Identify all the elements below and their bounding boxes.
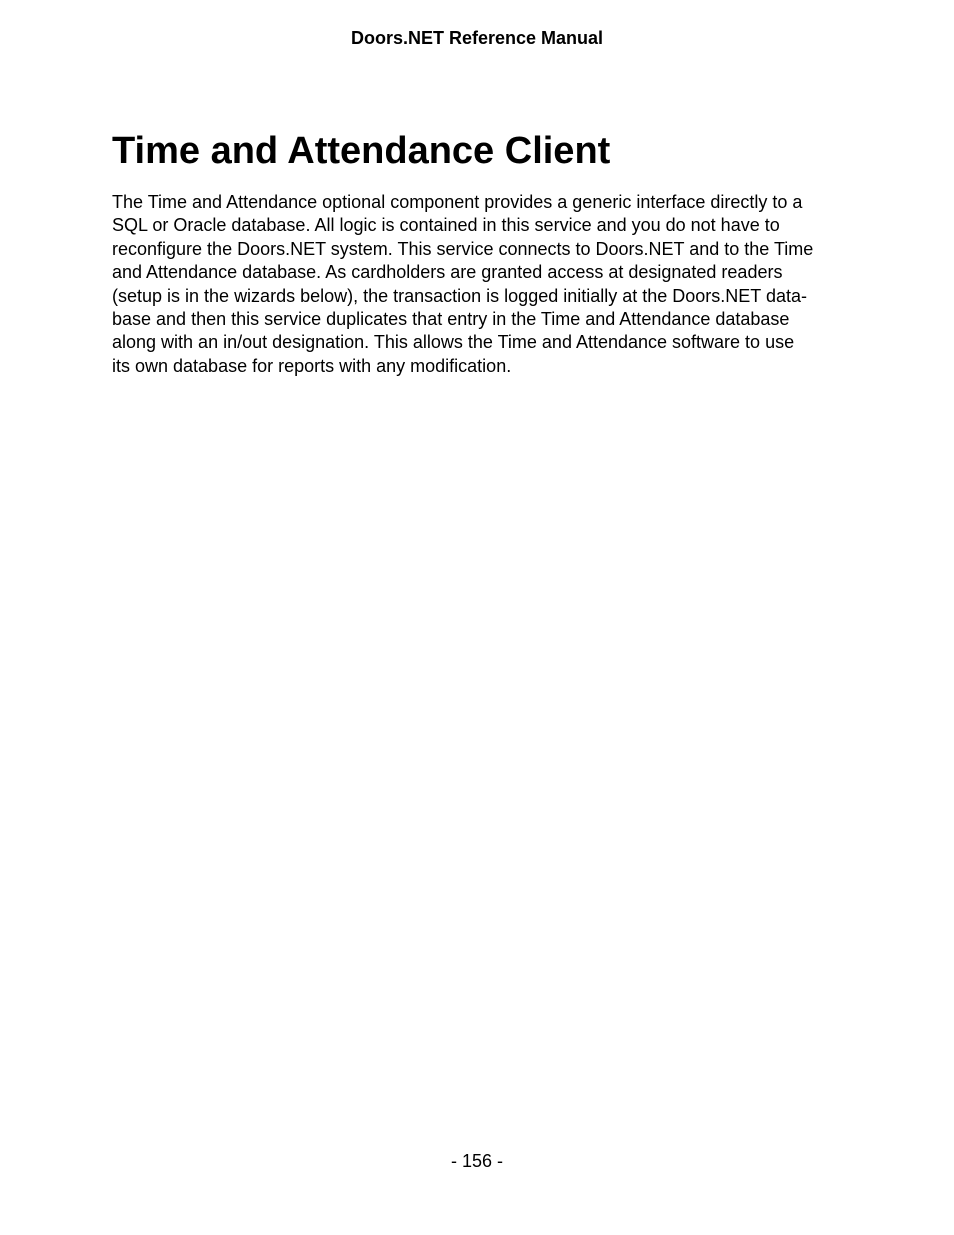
paragraph-line: reconfigure the Doors.NET system. This service connects to Doors.NET and to the Time: [112, 238, 814, 259]
page-number: - 156 -: [450, 1151, 504, 1171]
running-header: Doors.NET Reference Manual: [350, 28, 604, 48]
paragraph-line: (setup is in the wizards below), the transaction is logged initially at the Doors.NET data-: [112, 285, 808, 306]
paragraph-line: SQL or Oracle database. All logic is contained in this service and you do not have to: [112, 215, 780, 236]
paragraph-line: and Attendance database. As cardholders are granted access at designated readers: [112, 262, 783, 283]
page-title: Time and Attendance Client: [112, 130, 611, 172]
body-paragraph: [112, 191, 852, 378]
paragraph-line: along with an in/out designation. This allows the Time and Attendance software to use: [112, 332, 795, 353]
paragraph-line: The Time and Attendance optional component provides a generic interface directly to a: [112, 192, 803, 212]
paragraph-line: base and then this service duplicates that entry in the Time and Attendance database: [112, 309, 790, 330]
paragraph-line: its own database for reports with any modification.: [112, 355, 512, 376]
